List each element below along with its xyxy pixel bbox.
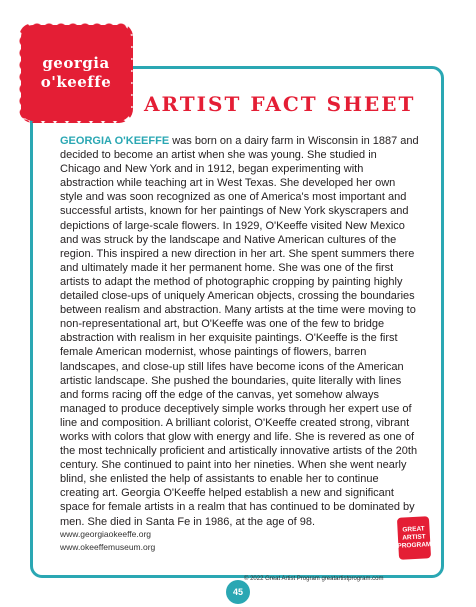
logo-line-2: ARTIST xyxy=(402,533,426,542)
link-georgiaokeeffe[interactable]: www.georgiaokeeffe.org xyxy=(60,529,152,539)
great-artist-program-logo xyxy=(397,516,431,560)
logo-line-1: GREAT xyxy=(402,525,425,534)
artist-name-lead: GEORGIA O'KEEFFE xyxy=(60,135,170,147)
badge-line-last: o'keeffe xyxy=(40,73,112,91)
reference-links xyxy=(60,528,155,554)
badge-line-first: georgia xyxy=(42,54,110,72)
page-title: ARTIST FACT SHEET xyxy=(144,92,416,116)
copyright-notice: © 2022 Great Artist Program greatartistprogram.com xyxy=(244,576,384,582)
link-okeeffemuseum[interactable]: www.okeeffemuseum.org xyxy=(60,542,156,552)
biography-paragraph xyxy=(60,134,420,529)
biography-text: was born on a dairy farm in Wisconsin in 1887 and decided to become an artist when she was young. She studied in Chicago and New York and in 1912, began experimenting with abstraction while teaching art in West Texas. She developed her own style and was soon recognized as one of America's most important and successful artists, known for her paintings of New York skyscrapers and depictions of large-scale flowers. In 1929, O'Keeffe visited New Mexico and was struck by the landscape and Native American cultures of the region. This inspired a new direction in her art. She spent summers there and ultimately made it her permanent home. She was one of the first artists to adapt the method of photographic cropping by painting highly detailed close-ups of uniquely American objects, crossing the boundaries between realism and abstraction. Many artists at the time were moving to non-representational art, but O'Keeffe was one of the few to bridge abstraction with realism in her exquisite paintings. O'Keeffe is the first female American modernist, whose paintings of flowers, barren landscapes, and close-up still lifes have become icons of the American artistic landscape. She pushed the boundaries, quite literally with lines and forms racing off the edge of the canvas, yet somehow always managed to produce deceptively simple works through her expert use of line and composition. A brilliant colorist, O'Keeffe created strong, vibrant works with colors that glow with energy and life. She is revered as one of the most technically proficient and artistically innovative artists of the 20th century. She continued to paint into her nineties. When she went nearly blind, she enlisted the help of assistants to enable her to continue creating art. Georgia O'Keeffe helped establish a new and significant space for female artists in a realm that has continued to be dominated by men. She died in Santa Fe in 1986, at the age of 98. xyxy=(60,135,419,528)
page-number: 45 xyxy=(226,580,250,604)
logo-line-3: PROGRAM xyxy=(397,541,432,550)
artist-name-badge xyxy=(23,27,129,119)
